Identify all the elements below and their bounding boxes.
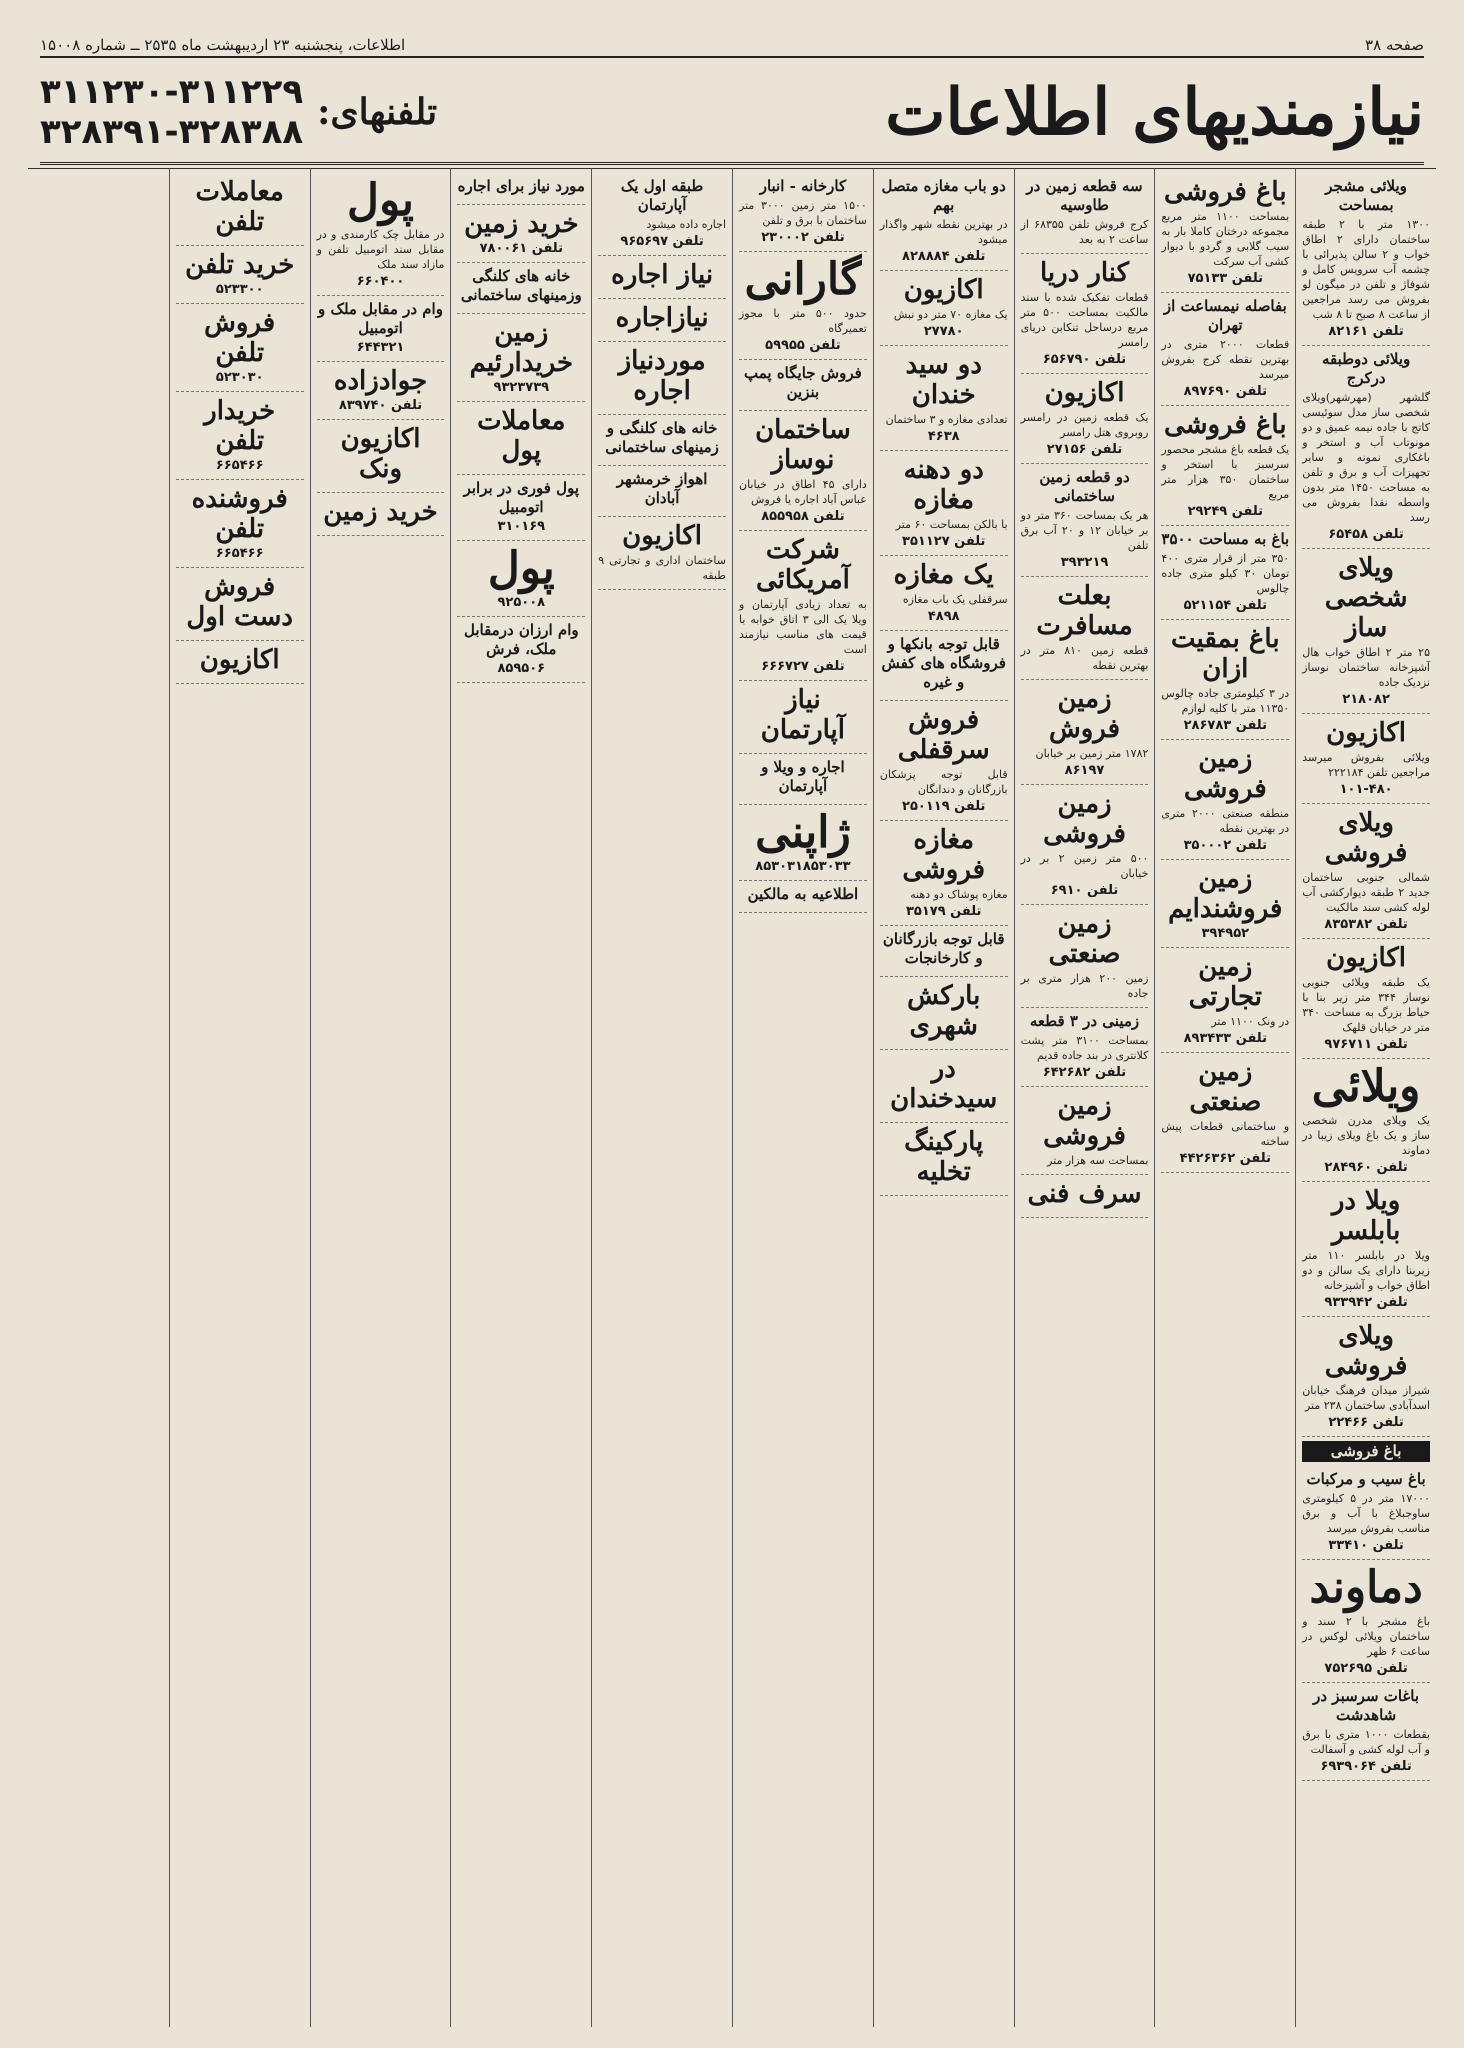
classified-ad (1021, 1087, 1149, 1175)
classified-ad (598, 173, 726, 256)
ad-title: اکازیون (903, 275, 984, 305)
classified-ad (739, 681, 867, 754)
ad-title: معاملات تلفن (195, 177, 284, 237)
classified-ad (176, 480, 304, 568)
classified-ad (739, 531, 867, 681)
ad-text: گلشهر (مهرشهر)ویلای شخصی ساز مدل سوئیسی کاتج با جاده نیمه عمیق و دو مونوتاب آب و استخر و باغکاری نمونه و سایر تجهیزات آب و برق و تلفن به مساحت ۱۴۵۰ متر بدون واسطه نقدا بفروش می رسد (1302, 391, 1430, 524)
ad-phone: تلفن ۲۳۰۰۰۲ (761, 230, 845, 245)
ad-title: فروشنده تلفن (191, 484, 288, 544)
ad-text: ۱۷۸۲ متر زمین بر خیابان (1035, 747, 1149, 760)
ad-phone: ۳۹۳۲۱۹ (1060, 555, 1109, 570)
ad-title: خریدار تلفن (204, 396, 276, 456)
ad-title: در سیدخندان (890, 1054, 998, 1114)
ad-title: طبقه اول یک آپارتمان (620, 177, 704, 214)
ad-title: ویلائی دوطبقه درکرج (1321, 350, 1411, 387)
classified-ad (1302, 173, 1430, 346)
ad-title: ساختمان نوساز (755, 415, 851, 475)
ad-title: وام ارزان درمقابل ملک، فرش (463, 621, 579, 658)
classified-ad (880, 451, 1008, 556)
classified-ad (1302, 714, 1430, 804)
classified-ad (1161, 173, 1289, 293)
ad-text: یک قطعه زمین در رامسر روبروی هتل رامسر (1020, 411, 1149, 439)
ad-title: یک مغازه (893, 560, 994, 590)
classified-ad (880, 701, 1008, 821)
ad-title: اکازیون (199, 645, 280, 675)
ad-title: دو دهنه مغازه (903, 455, 984, 515)
ad-text: در بهترین نقطه شهر واگذار میشود (879, 218, 1008, 246)
ad-title: اکازیون (1326, 718, 1407, 748)
ad-phone: ۸۵۳۰۳۱۸۵۳۰۳۳ (755, 859, 851, 874)
ad-text: هر یک بمساحت ۳۶۰ متر دو بر خیابان ۱۲ و ۲۰ آب برق تلفن (1020, 509, 1149, 552)
classified-ad (739, 754, 867, 805)
classified-ad (176, 173, 304, 246)
classified-ad (1302, 804, 1430, 939)
column-filler (28, 169, 169, 2027)
ad-phone: تلفن ۳۵۱۱۲۷ (902, 534, 986, 549)
ad-phone: تلفن ۸۲۸۸۸۴ (902, 249, 986, 264)
ad-phone: تلفن ۸۲۱۶۱ (1328, 324, 1404, 339)
classified-ad (176, 641, 304, 684)
classified-ad (598, 342, 726, 415)
phones-label: تلفنهای: (317, 91, 438, 133)
classified-ad (1161, 740, 1289, 860)
column-9 (169, 169, 310, 2027)
ad-text: بمساحت ۱۱۰۰ متر مربع مجموعه درختان کاملا بار به سیب گلابی و گردو با دیوار کشی آب سرکت (1161, 210, 1290, 268)
ad-phone: تلفن ۲۹۲۴۹ (1187, 504, 1264, 519)
ad-title: بعلت مسافرت (1036, 581, 1133, 641)
ad-text: یک طبقه ویلائی جنوبی نوساز ۳۴۴ متر زیر بنا با حیاط بزرگ به مساحت ۳۴۰ متر در خیابان قلهک (1302, 976, 1430, 1034)
ad-phone: تلفن ۶۹۱۰ (1050, 883, 1119, 898)
ad-title: ویلا در بابلسر (1331, 1186, 1401, 1246)
phone-line-1: ۳۱۱۲۳۰-۳۱۱۲۲۹ (40, 72, 304, 112)
classified-ad (1302, 346, 1430, 549)
classified-ad (739, 360, 867, 411)
ad-text: ساختمان اداری و تجارتی ۹ طبقه (598, 554, 726, 582)
classified-ad (317, 493, 445, 536)
classified-ad (598, 299, 726, 342)
classified-ad (1021, 680, 1149, 785)
column-7 (450, 169, 591, 2027)
classified-ad (880, 271, 1008, 346)
ad-title: قابل توجه بانکها و فروشگاه های کفش و غیره (881, 635, 1006, 691)
ad-title: ژاپنی (755, 807, 851, 858)
ad-title: خرید زمین (323, 497, 438, 527)
ad-title: اطلاعیه به مالکین (747, 885, 859, 903)
classified-ad (317, 173, 445, 296)
ad-title: بارکش شهری (907, 981, 981, 1041)
classified-ad (1161, 620, 1289, 740)
classified-ad (739, 411, 867, 531)
column-4 (873, 169, 1014, 2027)
classified-ad (598, 256, 726, 299)
ad-phone: ۹۲۵۰۰۸ (497, 595, 546, 610)
classified-ad (1161, 526, 1289, 620)
classified-ad (1161, 406, 1289, 526)
ad-title: زمین فروشندایم (1168, 864, 1283, 924)
ad-phone: ۲۷۷۸۰ (923, 324, 964, 339)
ad-phone: تلفن ۹۷۶۷۱۱ (1324, 1037, 1408, 1052)
ad-phone: تلفن ۶۹۳۹۰۶۴ (1320, 1759, 1412, 1774)
classified-ad (739, 173, 867, 252)
ad-text: و ساختمانی قطعات پیش ساخته (1161, 1120, 1290, 1148)
classified-ad (739, 805, 867, 881)
ad-phone: تلفن ۹۳۳۹۴۲ (1324, 1295, 1408, 1310)
ad-title: پول (347, 175, 414, 226)
ad-phone: ۶۶۵۴۶۶ (215, 546, 264, 561)
classified-ad (598, 517, 726, 590)
ad-text: ۳۵۰ متر از قرار متری ۴۰۰ تومان ۳۰ کیلو متری جاده چالوس (1161, 552, 1290, 595)
ad-title: خانه های کلنگی وزمینهای ساختمانی (460, 267, 582, 304)
ad-text: به تعداد زیادی آپارتمان و ویلا یک الی ۳ اتاق خوابه با قیمت های مناسب نیازمند است (739, 598, 867, 656)
ad-title: باغ بمقیت ازان (1171, 624, 1280, 684)
ad-text: با بالکن بمساحت ۶۰ متر (895, 518, 1008, 531)
phone-numbers (40, 72, 303, 152)
classified-ad (739, 252, 867, 360)
ad-title: باغ به مساحت ۳۵۰۰ (1161, 530, 1290, 548)
ad-phone: ۶۶۵۴۶۶ (215, 458, 264, 473)
ad-title: ویلای فروشی (1324, 1321, 1408, 1381)
ad-title: خرید زمین (464, 209, 579, 239)
ad-phone: تلفن ۶۵۶۷۹۰ (1042, 352, 1127, 367)
ad-text: منطقه صنعتی ۲۰۰۰ متری در بهترین نقطه (1161, 807, 1290, 835)
ad-title: باغ فروشی (1164, 410, 1287, 440)
ad-title: شرکت آمریکائی (755, 535, 850, 595)
ad-title: جوادزاده (333, 366, 428, 396)
ad-phone: تلفن ۵۲۱۱۵۴ (1183, 598, 1267, 613)
ad-phone: تلفن ۵۹۹۵۵ (765, 338, 841, 353)
classified-ad (457, 541, 585, 617)
classified-ad (1021, 905, 1149, 1008)
ad-title: زمین تجارتی (1188, 952, 1262, 1012)
ad-title: بفاصله نیمساعت از تهران (1163, 297, 1287, 334)
classified-ad (1302, 1683, 1430, 1781)
classified-ad (1302, 1560, 1430, 1683)
ad-title: اکازیون (1044, 378, 1125, 408)
ad-title: زمین خریدارئیم (469, 318, 574, 378)
ad-phone: تلفن ۲۲۴۶۶ (1328, 1415, 1404, 1430)
ad-title: پول (487, 543, 555, 594)
ad-title: اکازیون (622, 521, 703, 551)
classified-ad (1302, 1182, 1430, 1317)
classified-ad (457, 263, 585, 314)
ad-title: موردنیاز اجاره (618, 346, 706, 406)
ad-phone: ۸۵۹۵۰۶ (497, 661, 546, 676)
classified-ad (317, 420, 445, 493)
classified-ad (880, 926, 1008, 977)
ad-text: ویلا در بابلسر ۱۱۰ متر زیربنا دارای یک سالن و دو اطاق خواب و آشپزخانه (1302, 1249, 1430, 1292)
column-2 (1154, 169, 1295, 2027)
classified-ad (880, 821, 1008, 926)
ad-title: دو سید خندان (905, 350, 982, 410)
classified-ad (1161, 293, 1289, 406)
classified-ad (457, 205, 585, 263)
ad-text: یک ویلای مدرن شخصی ساز و یک باغ ویلای زیبا در دماوند (1302, 1114, 1430, 1157)
ad-title: سرف فنی (1027, 1179, 1142, 1209)
column-5 (732, 169, 873, 2027)
classified-ad (880, 556, 1008, 631)
ad-title: فروش جایگاه پمپ بنزین (744, 364, 862, 401)
ad-phone: تلفن ۶۶۶۷۲۷ (761, 659, 845, 674)
classified-ad (457, 617, 585, 683)
classified-ad (176, 392, 304, 480)
ad-text: دارای ۴۵ اطاق در خیابان عباس آباد اجاره یا فروش (739, 478, 867, 506)
ad-phone: تلفن ۹۶۵۶۹۷ (620, 234, 704, 249)
ad-phone: تلفن ۴۴۲۶۳۶۲ (1179, 1151, 1271, 1166)
ad-text: قطعات تفکیک شده با سند مالکیت بمساحت ۵۰۰ متر مربع درساحل تنکابن دریای رامسر (1020, 291, 1149, 349)
ad-phone: تلفن ۳۵۱۷۹ (905, 904, 982, 919)
ad-title: سه قطعه زمین در طاوسیه (1026, 177, 1143, 214)
classified-ad (1302, 1317, 1430, 1437)
ad-phone: تلفن ۳۵۰۰۰۲ (1183, 838, 1267, 853)
ad-text: بمساحت ۳۱۰۰ متر پشت کلانتری در بند جاده قدیم (1020, 1034, 1149, 1062)
ad-title: مغازه فروشی (902, 825, 986, 885)
ad-title: ویلائی مشجر بمساحت (1325, 177, 1407, 214)
ad-title: زمین فروشی (1043, 789, 1126, 849)
ad-title: نیاز اجاره (611, 260, 714, 290)
column-8 (310, 169, 451, 2027)
ad-title: زمین فروشی (1043, 1091, 1126, 1151)
ad-title: اهواز خرمشهر آبادان (616, 470, 708, 507)
classified-columns (28, 168, 1436, 2027)
ad-title: نیازاجاره (615, 303, 709, 333)
ad-phone: ۹۳۲۳۷۳۹ (493, 380, 550, 395)
ad-title: وام در مقابل ملک و اتومبیل (318, 300, 443, 337)
classified-ad (1302, 1466, 1430, 1560)
ad-text: ۱۷۰۰۰ متر در ۵ کیلومتری ساوجبلاغ با آب و برق مناسب بفروش میرسد (1302, 1492, 1430, 1535)
classified-ad (457, 314, 585, 402)
issue-line: اطلاعات، پنجشنبه ۲۳ اردیبهشت ماه ۲۵۳۵ ــ شماره ۱۵۰۰۸ (40, 36, 406, 54)
classified-ad (1021, 464, 1149, 577)
ad-text: قابل توجه پزشکان بازرگانان و دندانگان (879, 768, 1008, 796)
ad-title: دماوند (1309, 1562, 1423, 1613)
ad-title: خرید تلفن (185, 250, 295, 280)
folio (40, 34, 1424, 58)
ad-text: ۵۰۰ متر زمین ۲ بر در خیابان (1020, 852, 1149, 880)
classified-ad (880, 1123, 1008, 1196)
classified-ad (317, 362, 445, 420)
ad-title: اکازیون (1326, 943, 1407, 973)
classified-ad (1161, 860, 1289, 948)
ad-phone: تلفن ۸۹۳۴۳۳ (1183, 1031, 1267, 1046)
section-banner: باغ فروشی (1302, 1441, 1430, 1462)
ad-text: بمساحت سه هزار متر (1047, 1154, 1149, 1167)
classified-ad (598, 415, 726, 466)
ad-text: مغازه پوشاک دو دهنه (910, 888, 1008, 901)
ad-phone: تلفن ۸۵۵۹۵۸ (761, 509, 845, 524)
ad-phone: تلفن ۷۸۰۰۶۱ (479, 241, 563, 256)
ad-phone: تلفن ۲۸۴۹۶۰ (1324, 1160, 1408, 1175)
classified-ad (880, 173, 1008, 271)
ad-title: زمین صنعتی (1189, 1057, 1262, 1117)
classified-ad (1021, 1008, 1149, 1087)
ad-title: دو قطعه زمین ساختمانی (1039, 468, 1130, 505)
ad-title: اکازیون ونک (340, 424, 421, 484)
ad-title: کنار دریا (1039, 258, 1130, 288)
ad-phone: ۶۴۴۳۲۱ (356, 340, 405, 355)
ad-text: در ونک ۱۱۰۰ متر (1211, 1015, 1290, 1028)
ad-phone: تلفن ۲۸۶۷۸۳ (1183, 718, 1267, 733)
page-number: صفحه ۳۸ (1365, 36, 1424, 54)
ad-phone: تلفن ۶۵۴۵۸ (1328, 527, 1404, 542)
ad-title: پول فوری در برابر اتومبیل (463, 479, 579, 516)
ad-phone: تلفن ۲۷۱۵۶ (1046, 442, 1123, 457)
ad-title: فروش تلفن (204, 308, 276, 368)
ad-phone: تلفن ۸۳۵۳۸۲ (1324, 917, 1408, 932)
classified-ad (1021, 1175, 1149, 1218)
ad-phone: تلفن ۸۳۹۷۴۰ (338, 398, 423, 413)
ad-title: زمین صنعتی (1048, 909, 1121, 969)
ad-text: شمالی جنوبی ساختمان جدید ۲ طبقه دیوارکشی آب لوله کشی سند مالکیت (1302, 871, 1430, 914)
masthead (40, 62, 1424, 165)
ad-title: معاملات پول (477, 406, 566, 466)
ad-text: ۱۳۰۰ متر با ۲ طبقه ساختمان دارای ۲ اطاق خواب و ۲ سالن پذیرائی با چشمه آب سرویس کامل و شوفاژ و تلفن در میگون لو بفروش می رسد مراجعین از ساعت ۸ صبح تا ۸ شب (1302, 218, 1430, 321)
ad-phone: تلفن ۳۳۴۱۰ (1328, 1538, 1404, 1553)
classified-ad (880, 977, 1008, 1050)
ad-phone: تلفن ۷۵۲۶۹۵ (1324, 1661, 1408, 1676)
ad-title: پارکینگ تخلیه (904, 1127, 984, 1187)
ad-text: حدود ۵۰۰ متر با مجوز تعمیرگاه (739, 307, 867, 335)
ad-phone: ۴۸۹۸ (927, 609, 960, 624)
classified-ad (1302, 939, 1430, 1059)
classified-ad (317, 296, 445, 362)
ad-text: ویلائی بفروش میرسد مراجعین تلفن ۲۲۲۱۸۴ (1302, 751, 1430, 779)
ad-phone: تلفن ۲۵۰۱۱۹ (902, 799, 986, 814)
classified-ad (176, 304, 304, 392)
ad-text: قطعه زمین ۸۱۰ متر در بهترین نقطه (1020, 644, 1149, 672)
classified-ad (457, 173, 585, 205)
ad-text: سرقفلی یک باب مغازه (902, 593, 1008, 606)
ad-phone: تلفن ۶۴۲۶۸۲ (1042, 1065, 1127, 1080)
ad-title: ویلائی (1311, 1061, 1421, 1112)
column-3 (1014, 169, 1155, 2027)
ad-text: اجاره داده میشود (646, 218, 726, 231)
ad-title: کارخانه - انبار (759, 177, 847, 195)
ad-title: گارانی (744, 254, 862, 305)
ad-title: دو باب مغازه متصل بهم (881, 177, 1006, 214)
ad-title: فروش دست اول (186, 572, 294, 632)
classified-ad (1161, 948, 1289, 1053)
classified-ad (176, 246, 304, 304)
column-1 (1295, 169, 1436, 2027)
ad-title: باغات سرسبز در شاهدشت (1313, 1687, 1420, 1724)
ad-text: یک قطعه باغ مشجر محصور سرسبز با استخر و ساختمان ۳۵۰ هزار متر مربع (1161, 443, 1290, 501)
ad-title: نیاز آپارتمان (760, 685, 846, 745)
ad-phone: ۴۶۳۸ (927, 429, 960, 444)
classified-ad (880, 1050, 1008, 1123)
ad-title: زمین فروشی (1183, 744, 1267, 804)
ad-title: باغ فروشی (1164, 177, 1287, 207)
ad-phone: ۵۲۳۰۳۰ (215, 370, 264, 385)
ad-title: مورد نیاز برای اجاره (457, 177, 585, 195)
ad-text: قطعات ۲۰۰۰ متری در بهترین نقطه کرج بفروش میرسد (1161, 338, 1290, 381)
ad-title: ویلای شخصی ساز (1324, 553, 1408, 643)
ad-title: اجاره و ویلا و آپارتمان (761, 758, 845, 795)
classified-ad (176, 568, 304, 641)
masthead-phones (40, 72, 437, 152)
classified-ad (1161, 1053, 1289, 1173)
ad-text: ۱۵۰۰ متر زمین ۳۰۰۰ متر ساختمان با برق و تلفن (739, 199, 867, 227)
ad-text: ۲۵ متر ۲ اطاق خواب هال آشپزخانه ساختمان نوساز نزدیک جاده (1302, 646, 1430, 689)
ad-text: باغ مشجر با ۲ سند و ساختمان ویلائی لوکس در ساعت ۶ ظهر (1302, 1615, 1430, 1658)
classified-ad (1021, 577, 1149, 680)
classified-ad (1021, 254, 1149, 374)
ad-phone: تلفن ۷۵۱۳۳ (1187, 271, 1264, 286)
ad-title: باغ سیب و مرکبات (1306, 1470, 1426, 1488)
classified-ad (1302, 1059, 1430, 1182)
ad-title: قابل توجه بازرگانان و کارخانجات (882, 930, 1005, 967)
classified-ad (1021, 173, 1149, 254)
ad-phone: ۳۱۰۱۶۹ (497, 519, 546, 534)
ad-text: زمین ۲۰۰ هزار متری بر جاده (1020, 972, 1149, 1000)
ad-phone: ۳۹۴۹۵۲ (1201, 926, 1250, 941)
phone-line-2: ۳۲۸۳۹۱-۳۲۸۳۸۸ (40, 112, 304, 152)
ad-title: زمینی در ۳ قطعه (1029, 1012, 1140, 1030)
ad-title: زمین فروش (1048, 684, 1121, 744)
ad-text: بقطعات ۱۰۰۰ متری با برق و آب لوله کشی و آسفالت (1302, 1728, 1430, 1756)
ad-title: ویلای فروشی (1324, 808, 1408, 868)
ad-title: فروش سرقفلی (897, 705, 990, 765)
classified-ad (457, 475, 585, 541)
classified-ad (739, 881, 867, 913)
ad-phone: ۵۲۳۳۰۰ (215, 282, 264, 297)
classified-ad (880, 346, 1008, 451)
classified-ad (1021, 785, 1149, 905)
column-6 (591, 169, 732, 2027)
ad-text: تعدادی مغازه و ۳ ساختمان (885, 413, 1008, 426)
classified-ad (1021, 374, 1149, 464)
classified-ad (880, 631, 1008, 701)
ad-text: کرج فروش تلفن ۶۸۳۵۵ از ساعت ۲ به بعد (1020, 218, 1149, 246)
ad-text: شیراز میدان فرهنگ خیابان اسدآبادی ساختمان ۲۳۸ متر (1302, 1384, 1430, 1412)
ad-text: در ۳ کیلومتری جاده چالوس ۱۱۳۵۰ متر با کلیه لوازم (1161, 687, 1290, 715)
ad-text: در مقابل چک کارمندی و در مقابل سند اتومبیل تلفن و مازاد سند ملک (316, 228, 445, 271)
ad-phone: ۱۰۱-۴۸۰ (1339, 782, 1393, 797)
page-title: نیازمندیهای اطلاعات (885, 74, 1424, 150)
ad-phone: ۲۱۸۰۸۲ (1342, 692, 1390, 707)
classified-ad (457, 402, 585, 475)
ad-phone: ۶۶۰۴۰۰ (356, 274, 405, 289)
ad-title: خانه های کلنگی و زمینهای ساختمانی (605, 419, 719, 456)
classified-ad (598, 466, 726, 517)
ad-text: یک مغازه ۷۰ متر دو نبش (893, 308, 1008, 321)
classified-ad (1302, 549, 1430, 714)
ad-phone: ۸۶۱۹۷ (1064, 763, 1105, 778)
ad-phone: تلفن ۸۹۷۶۹۰ (1183, 384, 1267, 399)
